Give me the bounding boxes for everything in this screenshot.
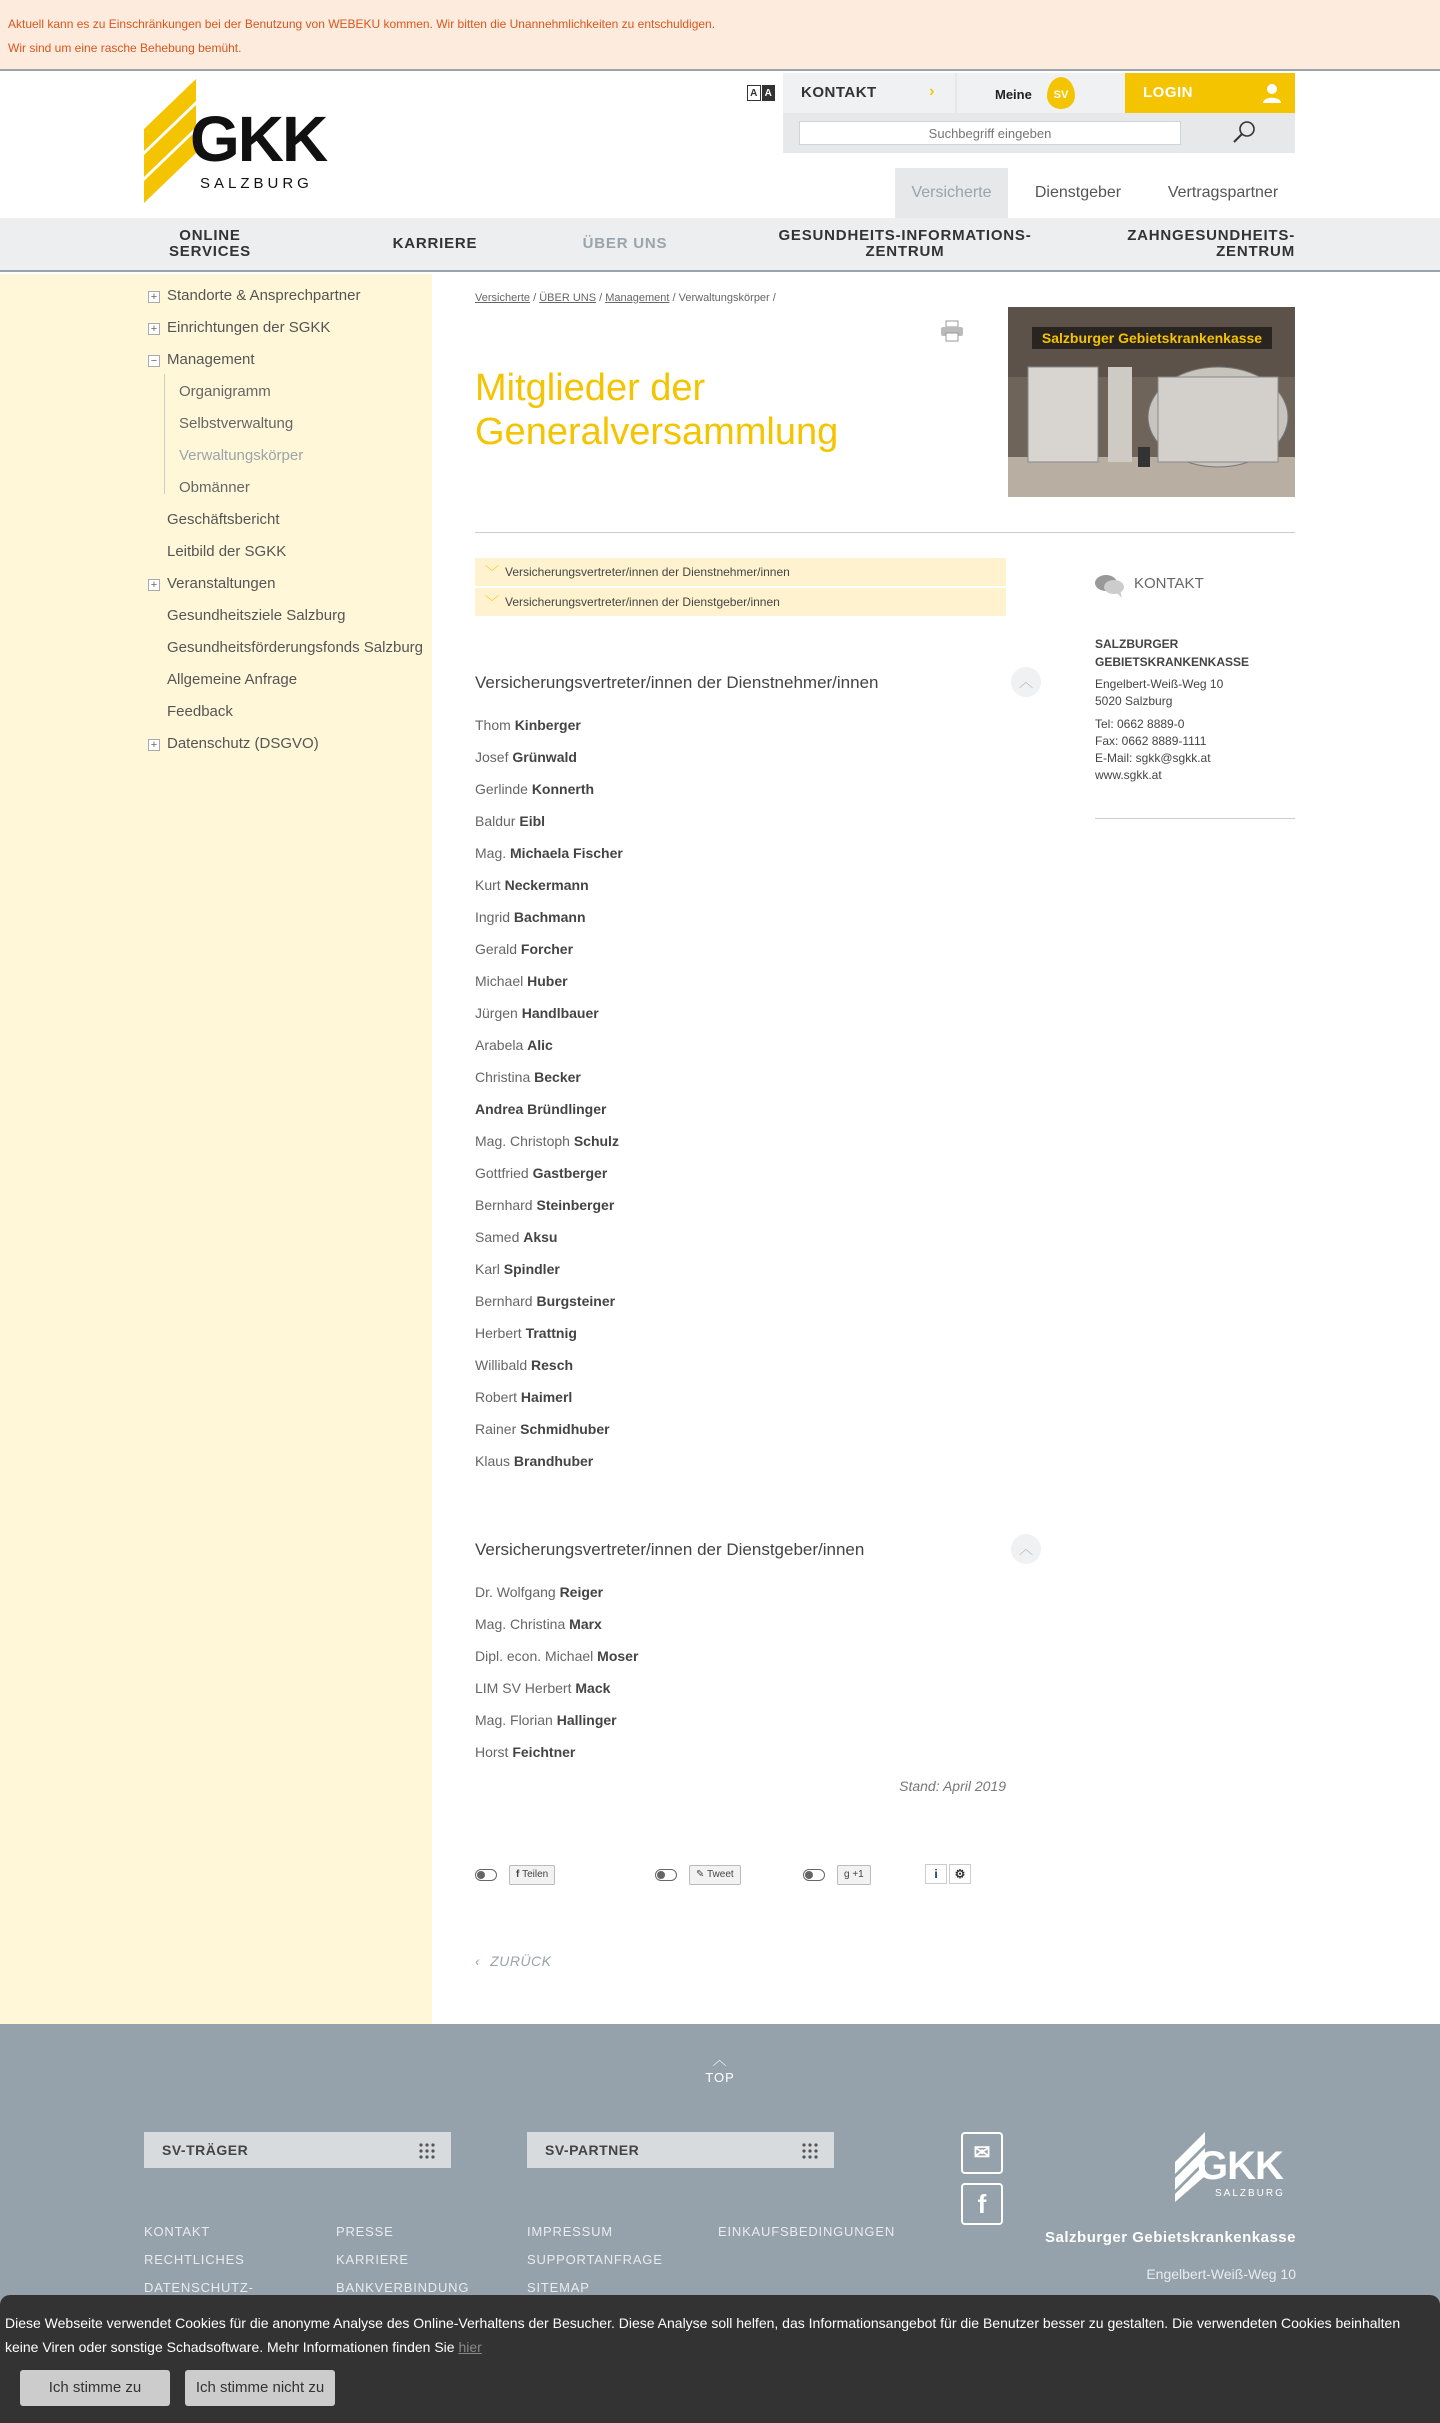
sv-traeger-dropdown[interactable] xyxy=(144,2132,451,2168)
member-last-name: Eibl xyxy=(519,813,546,829)
twitter-share-label: Tweet xyxy=(706,1869,734,1880)
member-first-name: Mag. Florian xyxy=(475,1712,557,1728)
member-last-name: Trattnig xyxy=(525,1325,577,1341)
toggle-switch[interactable] xyxy=(803,1869,825,1881)
member-last-name: Brandhuber xyxy=(513,1453,594,1469)
toggle-switch[interactable] xyxy=(655,1869,677,1881)
kontakt-button[interactable] xyxy=(783,73,955,113)
grid-icon xyxy=(802,2143,818,2159)
gkk-logo[interactable] xyxy=(144,79,344,209)
section-heading-dienstnehmer: Versicherungsvertreter/innen der Dienstnehmer/innen xyxy=(475,673,879,692)
member-last-name: Handlbauer xyxy=(521,1005,599,1021)
print-icon[interactable] xyxy=(940,320,964,342)
member-row xyxy=(475,1165,607,1181)
member-row xyxy=(475,1453,593,1469)
footer-link-einkaufsbedingungen[interactable]: EINKAUFSBEDINGUNGEN xyxy=(718,2224,896,2239)
member-last-name: Aksu xyxy=(523,1229,558,1245)
member-last-name: Forcher xyxy=(520,941,574,957)
twitter-share-button[interactable] xyxy=(689,1865,741,1885)
member-row xyxy=(475,1197,614,1213)
cookie-decline-button[interactable]: Ich stimme nicht zu xyxy=(185,2370,335,2406)
sidebar-item-leitbild[interactable]: Leitbild der SGKK xyxy=(167,543,287,560)
nav-ueber-uns[interactable]: ÜBER UNS xyxy=(582,235,668,252)
cookie-more-link[interactable]: hier xyxy=(458,2339,482,2355)
kontakt-label: KONTAKT xyxy=(801,84,877,101)
contact-heading: KONTAKT xyxy=(1134,575,1204,592)
sidebar-item-management[interactable]: Management xyxy=(167,351,255,368)
expand-icon[interactable]: + xyxy=(148,323,160,335)
footer-address: Engelbert-Weiß-Weg 10 xyxy=(1146,2266,1296,2282)
member-first-name: Bernhard xyxy=(475,1293,537,1309)
divider xyxy=(475,532,1295,533)
member-last-name: Reiger xyxy=(559,1584,604,1600)
footer-link-presse[interactable]: PRESSE xyxy=(336,2224,394,2239)
footer-link-bankverbindung[interactable]: BANKVERBINDUNG xyxy=(336,2280,470,2295)
member-row xyxy=(475,1325,577,1341)
sidebar-item-veranstaltungen[interactable]: Veranstaltungen xyxy=(167,575,276,592)
member-first-name: Bernhard xyxy=(475,1197,537,1213)
chevron-down-icon: ﹀ xyxy=(485,564,499,580)
member-first-name: Gerlinde xyxy=(475,781,532,797)
member-row xyxy=(475,1037,553,1053)
google-plus-button[interactable] xyxy=(837,1865,871,1885)
anchor-link-label: Versicherungsvertreter/innen der Dienstgeber/innen xyxy=(505,595,780,609)
member-last-name: Grünwald xyxy=(512,749,577,765)
member-first-name: Willibald xyxy=(475,1357,532,1373)
google-icon: g xyxy=(844,1869,853,1880)
sidebar-item-gesundheitsziele[interactable]: Gesundheitsziele Salzburg xyxy=(167,607,346,624)
login-label: LOGIN xyxy=(1143,84,1193,101)
member-first-name: Ingrid xyxy=(475,909,514,925)
member-row xyxy=(475,845,623,861)
member-first-name: Herbert xyxy=(475,1325,526,1341)
member-first-name: Thom xyxy=(475,717,515,733)
font-size-toggle[interactable] xyxy=(747,85,775,101)
member-first-name: Jürgen xyxy=(475,1005,522,1021)
nav-karriere[interactable]: KARRIERE xyxy=(392,235,478,252)
member-first-name: Mag. Christoph xyxy=(475,1133,574,1149)
nav-zahngesundheits-zentrum[interactable]: ZAHNGESUNDHEITS-ZENTRUM xyxy=(1127,227,1295,260)
font-size-large[interactable]: A xyxy=(762,85,776,101)
share-settings xyxy=(925,1864,971,1884)
member-row xyxy=(475,1584,603,1600)
nav-online-services[interactable]: ONLINE SERVICES xyxy=(169,227,251,260)
member-row xyxy=(475,909,586,925)
building-sign: Salzburger Gebietskrankenkasse xyxy=(1041,330,1263,346)
gear-icon[interactable]: ⚙ xyxy=(949,1864,971,1884)
facebook-icon: f xyxy=(516,1869,523,1880)
back-to-top-link[interactable] xyxy=(700,2050,740,2085)
member-last-name: Mack xyxy=(575,1680,611,1696)
member-last-name: Haimerl xyxy=(520,1389,573,1405)
member-last-name: Moser xyxy=(597,1648,639,1664)
chevron-up-icon: ︿ xyxy=(712,2052,728,2068)
breadcrumb-link[interactable]: Management xyxy=(605,292,670,304)
sidebar-item-organigramm[interactable]: Organigramm xyxy=(179,383,271,400)
contact-org-line: GEBIETSKRANKENKASSE xyxy=(1095,655,1250,669)
sidebar-item-obmaenner[interactable]: Obmänner xyxy=(179,479,250,496)
member-first-name: Samed xyxy=(475,1229,524,1245)
sidebar-item-feedback[interactable]: Feedback xyxy=(167,703,233,720)
stand-date: Stand: April 2019 xyxy=(899,1778,1006,1794)
share-facebook xyxy=(475,1865,555,1885)
member-row xyxy=(475,781,594,797)
top-label: TOP xyxy=(705,2070,735,2085)
contact-web[interactable]: www.sgkk.at xyxy=(1095,768,1162,782)
anchor-link-dienstnehmer[interactable] xyxy=(475,558,1006,586)
chevron-right-icon: › xyxy=(929,83,935,100)
member-last-name: Gastberger xyxy=(532,1165,608,1181)
contact-details xyxy=(1095,676,1223,784)
contact-fax: Fax: 0662 8889-1111 xyxy=(1095,734,1207,748)
main-navigation xyxy=(0,218,1440,272)
sv-drop-icon: SV xyxy=(1047,77,1075,109)
member-row xyxy=(475,1421,610,1437)
tree-line xyxy=(164,374,165,494)
tab-versicherte[interactable]: Versicherte xyxy=(895,168,1008,218)
member-row xyxy=(475,1616,602,1632)
facebook-share-button[interactable] xyxy=(509,1865,555,1885)
mail-icon[interactable]: ✉ xyxy=(961,2132,1003,2174)
footer-logo-text: GKK xyxy=(1197,2144,1283,2188)
anchor-link-label: Versicherungsvertreter/innen der Dienstnehmer/innen xyxy=(505,565,790,579)
footer-link-datenschutz[interactable]: DATENSCHUTZ- xyxy=(144,2280,254,2295)
user-icon xyxy=(1261,82,1283,104)
breadcrumb xyxy=(475,292,776,304)
member-last-name: Feichtner xyxy=(512,1744,576,1760)
member-last-name: Resch xyxy=(531,1357,574,1373)
member-first-name: Baldur xyxy=(475,813,520,829)
breadcrumb-link[interactable]: ÜBER UNS xyxy=(539,292,597,304)
expand-icon[interactable]: + xyxy=(148,291,160,303)
member-row xyxy=(475,973,568,989)
sidebar-item-verwaltungskoerper[interactable]: Verwaltungskörper xyxy=(179,447,304,464)
expand-icon[interactable]: + xyxy=(148,739,160,751)
chevron-up-icon[interactable]: ︿ xyxy=(1011,667,1041,697)
member-row xyxy=(475,813,545,829)
footer-link-impressum[interactable]: IMPRESSUM xyxy=(527,2224,613,2239)
breadcrumb-sep: / xyxy=(669,292,679,304)
sv-partner-label: SV-PARTNER xyxy=(545,2142,640,2158)
member-first-name: Dr. Wolfgang xyxy=(475,1584,560,1600)
chevron-left-icon: ‹ xyxy=(475,1953,481,1969)
contact-city: 5020 Salzburg xyxy=(1095,694,1173,708)
contact-org-line: SALZBURGER xyxy=(1095,637,1179,651)
member-row xyxy=(475,1680,610,1696)
header-tools xyxy=(783,73,1295,153)
member-last-name: Bachmann xyxy=(513,909,586,925)
member-first-name: Mag. Christina xyxy=(475,1616,570,1632)
cookie-banner xyxy=(0,2295,1440,2423)
member-last-name: Konnerth xyxy=(531,781,595,797)
cookie-accept-button[interactable]: Ich stimme zu xyxy=(20,2370,170,2406)
sidebar-item-geschaeftsbericht[interactable]: Geschäftsbericht xyxy=(167,511,280,528)
logo-text: GKK xyxy=(190,103,327,175)
tab-dienstgeber[interactable]: Dienstgeber xyxy=(1034,184,1122,201)
sidebar xyxy=(0,274,432,2024)
google-plus-label: +1 xyxy=(852,1869,864,1880)
font-size-small[interactable]: A xyxy=(747,85,761,101)
member-first-name: Josef xyxy=(475,749,513,765)
search-icon[interactable] xyxy=(1230,119,1258,147)
breadcrumb-sep: / xyxy=(596,292,606,304)
member-first-name: Robert xyxy=(475,1389,521,1405)
share-twitter xyxy=(655,1865,741,1885)
member-last-name: Becker xyxy=(534,1069,581,1085)
divider xyxy=(1095,818,1295,819)
member-last-name: Neckermann xyxy=(504,877,589,893)
member-first-name: Horst xyxy=(475,1744,513,1760)
member-row xyxy=(475,1229,557,1245)
page-title: Mitglieder der Generalversammlung xyxy=(475,367,839,453)
chevron-down-icon: ﹀ xyxy=(485,594,499,610)
member-last-name: Kinberger xyxy=(514,717,581,733)
footer-link-rechtliches[interactable]: RECHTLICHES xyxy=(144,2252,245,2267)
member-row xyxy=(475,1261,560,1277)
login-button[interactable] xyxy=(1125,73,1295,113)
notice-line: Aktuell kann es zu Einschränkungen bei der Benutzung von WEBEKU kommen. Wir bitten die Unannehmlichkeiten zu entschuldigen. xyxy=(8,17,716,31)
footer-logo-subtitle: SALZBURG xyxy=(1215,2188,1285,2199)
notice-line: Wir sind um eine rasche Behebung bemüht. xyxy=(8,41,242,55)
member-last-name: Huber xyxy=(527,973,568,989)
member-last-name: Michaela Fischer xyxy=(510,845,623,861)
footer-logo[interactable] xyxy=(1175,2132,1295,2202)
back-link[interactable] xyxy=(475,1953,552,1969)
cookie-text: Diese Webseite verwendet Cookies für die anonyme Analyse des Online-Verhaltens der Besucher. Diese Analyse soll helfen, das Informationsangebot für die Benutzer besser zu gestalten. Die verwendeten Cookies beinhalten keine Viren oder sonstige Schadsoftware. Mehr Informationen finden Sie xyxy=(5,2315,1401,2355)
sidebar-item-allgemeine-anfrage[interactable]: Allgemeine Anfrage xyxy=(167,671,298,688)
sidebar-item-einrichtungen[interactable]: Einrichtungen der SGKK xyxy=(167,319,331,336)
member-row xyxy=(475,1293,615,1309)
contact-street: Engelbert-Weiß-Weg 10 xyxy=(1095,677,1224,691)
member-row xyxy=(475,1357,573,1373)
member-row xyxy=(475,1069,581,1085)
breadcrumb-sep: / xyxy=(530,292,540,304)
member-row xyxy=(475,1648,638,1664)
meine-label: Meine xyxy=(995,87,1032,102)
member-row xyxy=(475,1133,619,1149)
member-first-name: Gottfried xyxy=(475,1165,533,1181)
site-header xyxy=(0,73,1440,218)
sv-traeger-label: SV-TRÄGER xyxy=(162,2142,249,2158)
member-last-name: Spindler xyxy=(503,1261,560,1277)
facebook-share-label: Teilen xyxy=(522,1869,549,1880)
member-first-name: Karl xyxy=(475,1261,504,1277)
member-row xyxy=(475,941,573,957)
member-last-name: Schulz xyxy=(573,1133,619,1149)
chevron-up-icon[interactable]: ︿ xyxy=(1011,1534,1041,1564)
meine-sv-button[interactable] xyxy=(957,73,1129,113)
member-first-name: Kurt xyxy=(475,877,505,893)
nav-gesundheits-informations-zentrum[interactable]: GESUNDHEITS-INFORMATIONS-ZENTRUM xyxy=(778,227,1032,260)
breadcrumb-link[interactable]: Versicherte xyxy=(475,292,531,304)
member-first-name: Klaus xyxy=(475,1453,514,1469)
member-first-name: Gerald xyxy=(475,941,521,957)
member-row xyxy=(475,717,581,733)
notice-banner xyxy=(0,0,1440,71)
contact-tel[interactable]: Tel: 0662 8889-0 xyxy=(1095,717,1185,731)
expand-icon[interactable]: + xyxy=(148,579,160,591)
member-row xyxy=(475,877,589,893)
role-tabs xyxy=(895,168,1295,218)
member-last-name: Steinberger xyxy=(536,1197,615,1213)
footer-link-kontakt[interactable]: KONTAKT xyxy=(144,2224,211,2239)
footer-org-name: Salzburger Gebietskrankenkasse xyxy=(1045,2229,1296,2246)
member-last-name: Schmidhuber xyxy=(520,1421,610,1437)
sv-partner-dropdown[interactable] xyxy=(527,2132,834,2168)
member-last-name: Hallinger xyxy=(556,1712,617,1728)
sidebar-item-selbstverwaltung[interactable]: Selbstverwaltung xyxy=(179,415,294,432)
member-last-name: Andrea Bründlinger xyxy=(475,1101,607,1117)
breadcrumb-sep: / xyxy=(769,292,776,304)
member-first-name: Dipl. econ. Michael xyxy=(475,1648,598,1664)
member-row xyxy=(475,1101,606,1117)
footer-link-karriere[interactable]: KARRIERE xyxy=(336,2252,409,2267)
member-first-name: Arabela xyxy=(475,1037,528,1053)
contact-email[interactable]: E-Mail: sgkk@sgkk.at xyxy=(1095,751,1211,765)
logo-subtitle: SALZBURG xyxy=(200,175,313,192)
footer-link-supportanfrage[interactable]: SUPPORTANFRAGE xyxy=(527,2252,663,2267)
member-row xyxy=(475,1712,617,1728)
member-first-name: LIM SV Herbert xyxy=(475,1680,576,1696)
twitter-icon: ✎ xyxy=(696,1869,707,1880)
tab-vertragspartner[interactable]: Vertragspartner xyxy=(1167,184,1279,201)
anchor-link-dienstgeber[interactable] xyxy=(475,588,1006,616)
grid-icon xyxy=(419,2143,435,2159)
collapse-icon[interactable]: − xyxy=(148,355,160,367)
member-last-name: Marx xyxy=(569,1616,602,1632)
member-first-name: Rainer xyxy=(475,1421,521,1437)
member-row xyxy=(475,1389,572,1405)
member-first-name: Christina xyxy=(475,1069,535,1085)
back-label: ZURÜCK xyxy=(490,1953,552,1969)
member-row xyxy=(475,1744,575,1760)
share-google xyxy=(803,1865,871,1885)
member-row xyxy=(475,1005,599,1021)
search-input[interactable] xyxy=(799,121,1181,145)
member-last-name: Burgsteiner xyxy=(536,1293,616,1309)
facebook-icon[interactable]: f xyxy=(961,2183,1003,2225)
member-first-name: Michael xyxy=(475,973,528,989)
member-row xyxy=(475,749,577,765)
building-photo xyxy=(1008,307,1295,497)
section-heading-dienstgeber: Versicherungsvertreter/innen der Dienstgeber/innen xyxy=(475,1540,865,1559)
sidebar-item-gesundheitsfoerderungsfonds[interactable]: Gesundheitsförderungsfonds Salzburg xyxy=(167,639,423,656)
member-last-name: Alic xyxy=(527,1037,553,1053)
breadcrumb-current: Verwaltungskörper xyxy=(678,292,770,304)
footer-link-sitemap[interactable]: SITEMAP xyxy=(527,2280,590,2295)
member-first-name: Mag. xyxy=(475,845,511,861)
contact-org xyxy=(1095,635,1249,671)
sidebar-item-standorte[interactable]: Standorte & Ansprechpartner xyxy=(167,287,361,304)
info-icon[interactable]: i xyxy=(925,1864,947,1884)
sidebar-item-datenschutz[interactable]: Datenschutz (DSGVO) xyxy=(167,735,319,752)
toggle-switch[interactable] xyxy=(475,1869,497,1881)
